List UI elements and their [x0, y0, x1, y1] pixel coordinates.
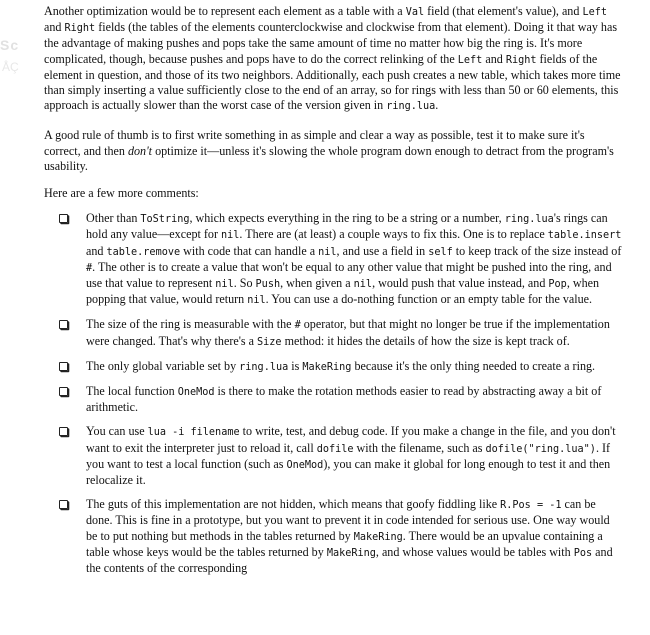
paragraph-rule-of-thumb — [44, 128, 624, 174]
inline-code: dofile("ring.lua") — [485, 443, 596, 455]
inline-code: self — [428, 246, 453, 258]
list-item — [44, 424, 624, 488]
inline-code: ring.lua — [504, 214, 554, 226]
inline-code: OneMod — [177, 387, 215, 399]
emphasis: don't — [127, 143, 153, 158]
list-item — [44, 497, 624, 576]
inline-code: Right — [64, 23, 96, 35]
text-run: operator, but that might no longer be true if the implementation were changed. That's why there's a — [86, 317, 610, 348]
list-item-text — [86, 211, 621, 306]
inline-code: nil — [215, 279, 234, 291]
inline-code: table.insert — [547, 230, 622, 242]
inline-code: lua -i filename — [147, 427, 240, 439]
inline-code: R.Pos = -1 — [500, 500, 562, 512]
text-run: , when popping that value, would return — [86, 276, 600, 307]
text-run: can be done. This is fine in a prototype, but you want to prevent it in code intended for serious use. One way would be to put nothing but methods in the tables returned by — [86, 497, 610, 543]
text-run: . — [435, 98, 439, 113]
text-run: and — [482, 51, 506, 66]
inline-code: Val — [405, 7, 425, 18]
text-run: ), you can make it global for long enough to test it and then relocalize it. — [86, 456, 611, 488]
list-item-text — [86, 384, 601, 414]
text-run: . If you want to test a local function (such as — [86, 440, 611, 471]
inline-code: MakeRing — [326, 547, 376, 559]
list-item-text — [86, 424, 616, 487]
watermark-logo: Sc — [0, 37, 20, 53]
checkbox-bullet-icon — [59, 214, 68, 223]
text-run: and the contents of the corresponding — [86, 544, 613, 576]
inline-code: nil — [247, 295, 266, 307]
inline-code: nil — [221, 230, 240, 242]
text-run: , and use a field in — [336, 243, 429, 258]
text-run: . The other is to create a value that won't be equal to any other value that might be pushed into the ring, and use that value to represent — [86, 259, 612, 291]
text-run: field (that element's value), and — [424, 4, 583, 18]
inline-code: # — [294, 320, 301, 332]
inline-code: Pos — [573, 547, 593, 559]
list-item-text — [86, 497, 613, 575]
text-run: . There would be an upvalue containing a table whose keys would be the tables returned by — [86, 528, 603, 559]
inline-code: nil — [318, 246, 337, 258]
text-run: The size of the ring is measurable with the — [86, 317, 295, 332]
text-run: and — [86, 243, 107, 258]
checkbox-bullet-icon — [59, 320, 68, 329]
text-run: The local function — [86, 384, 178, 399]
inline-code: Right — [505, 54, 537, 66]
list-item — [44, 359, 624, 375]
text-run: . So — [233, 276, 256, 291]
inline-code: MakeRing — [302, 361, 352, 373]
text-run: , when given a — [280, 276, 354, 291]
text-run: , and whose values would be tables with — [375, 544, 574, 559]
text-run: with the filename, such as — [353, 440, 486, 455]
text-run: The only global variable set by — [86, 358, 240, 373]
text-run: and — [44, 20, 65, 35]
list-item — [44, 211, 624, 308]
text-run: to write, test, and debug code. If you make a change in the file, and you don't want to exit the interpreter just to reload it, call — [86, 424, 616, 455]
text-run: , would push that value instead, and — [372, 276, 549, 291]
text-run: Here are a few more comments: — [44, 186, 199, 201]
document-page — [44, 4, 624, 585]
checkbox-bullet-icon — [59, 387, 68, 396]
list-item — [44, 317, 624, 349]
checkbox-bullet-icon — [59, 427, 68, 436]
text-run: is — [288, 358, 303, 373]
text-run: optimize it—unless it's slowing the whole program down enough to detract from the program's usability. — [44, 143, 614, 173]
text-run: Another optimization would be to represent each element as a table with a — [44, 4, 406, 18]
text-run: , which expects everything in the ring to be a string or a number, — [189, 211, 505, 226]
paragraph-optimization — [44, 4, 624, 114]
inline-code: nil — [353, 279, 373, 291]
inline-code: ToString — [140, 214, 190, 226]
inline-code: table.remove — [106, 246, 181, 258]
text-run: fields (the tables of the elements counterclockwise and clockwise from that element). Doing it that way has the advantage of making pushes and pops take the same amount of time no matter how big the ring is. It's more complicated, though, because pushes and pops have to do the correct relinking of the — [44, 20, 618, 66]
text-run: You can use — [86, 424, 148, 439]
text-run: with code that can handle a — [180, 243, 319, 258]
list-item-text — [86, 317, 610, 347]
text-run: A good rule of thumb is to first write something in as simple and clear a way as possible, test it to make sure it's correct, and then — [44, 128, 585, 158]
text-run: 's rings can hold any value—except for — [86, 211, 608, 242]
checkbox-bullet-icon — [59, 362, 68, 371]
text-run: fields of the element in question, and those of its two neighbors. Additionally, each push creates a new table, which takes more time than simply inserting a value sufficiently close to the end of an array, so for rings with less than 50 or 60 elements, this approach is actually slower than the worst case of the version given in — [44, 51, 621, 113]
inline-code: Size — [257, 336, 282, 348]
inline-code: ring.lua — [239, 361, 289, 373]
inline-code: Left — [457, 54, 483, 66]
text-run: . There are (at least) a couple ways to fix this. One is to replace — [239, 227, 548, 242]
inline-code: dofile — [316, 443, 354, 455]
text-run: because it's the only thing needed to create a ring. — [351, 358, 596, 373]
inline-code: ring.lua — [386, 101, 436, 113]
inline-code: # — [86, 262, 93, 274]
list-item — [44, 384, 624, 415]
inline-code: Left — [582, 7, 607, 18]
text-run: to keep track of the size instead of — [452, 243, 622, 258]
list-item-text — [86, 359, 595, 373]
watermark-logo-sub: ÅÇ — [2, 60, 19, 74]
text-run: is there to make the rotation methods easier to read by abstracting away a bit of arithmetic. — [86, 384, 602, 415]
paragraph-comments-intro — [44, 186, 624, 201]
inline-code: Push — [255, 279, 281, 291]
inline-code: OneMod — [286, 459, 324, 471]
text-run: method: it hides the details of how the size is kept track of. — [281, 333, 570, 348]
text-run: Other than — [86, 211, 141, 226]
comments-list — [44, 211, 624, 576]
text-run: The guts of this implementation are not hidden, which means that goofy fiddling like — [86, 497, 501, 512]
inline-code: MakeRing — [353, 531, 403, 543]
inline-code: Pop — [548, 279, 567, 291]
checkbox-bullet-icon — [59, 500, 68, 509]
text-run: . You can use a do-nothing function or an empty table for the value. — [265, 292, 593, 307]
